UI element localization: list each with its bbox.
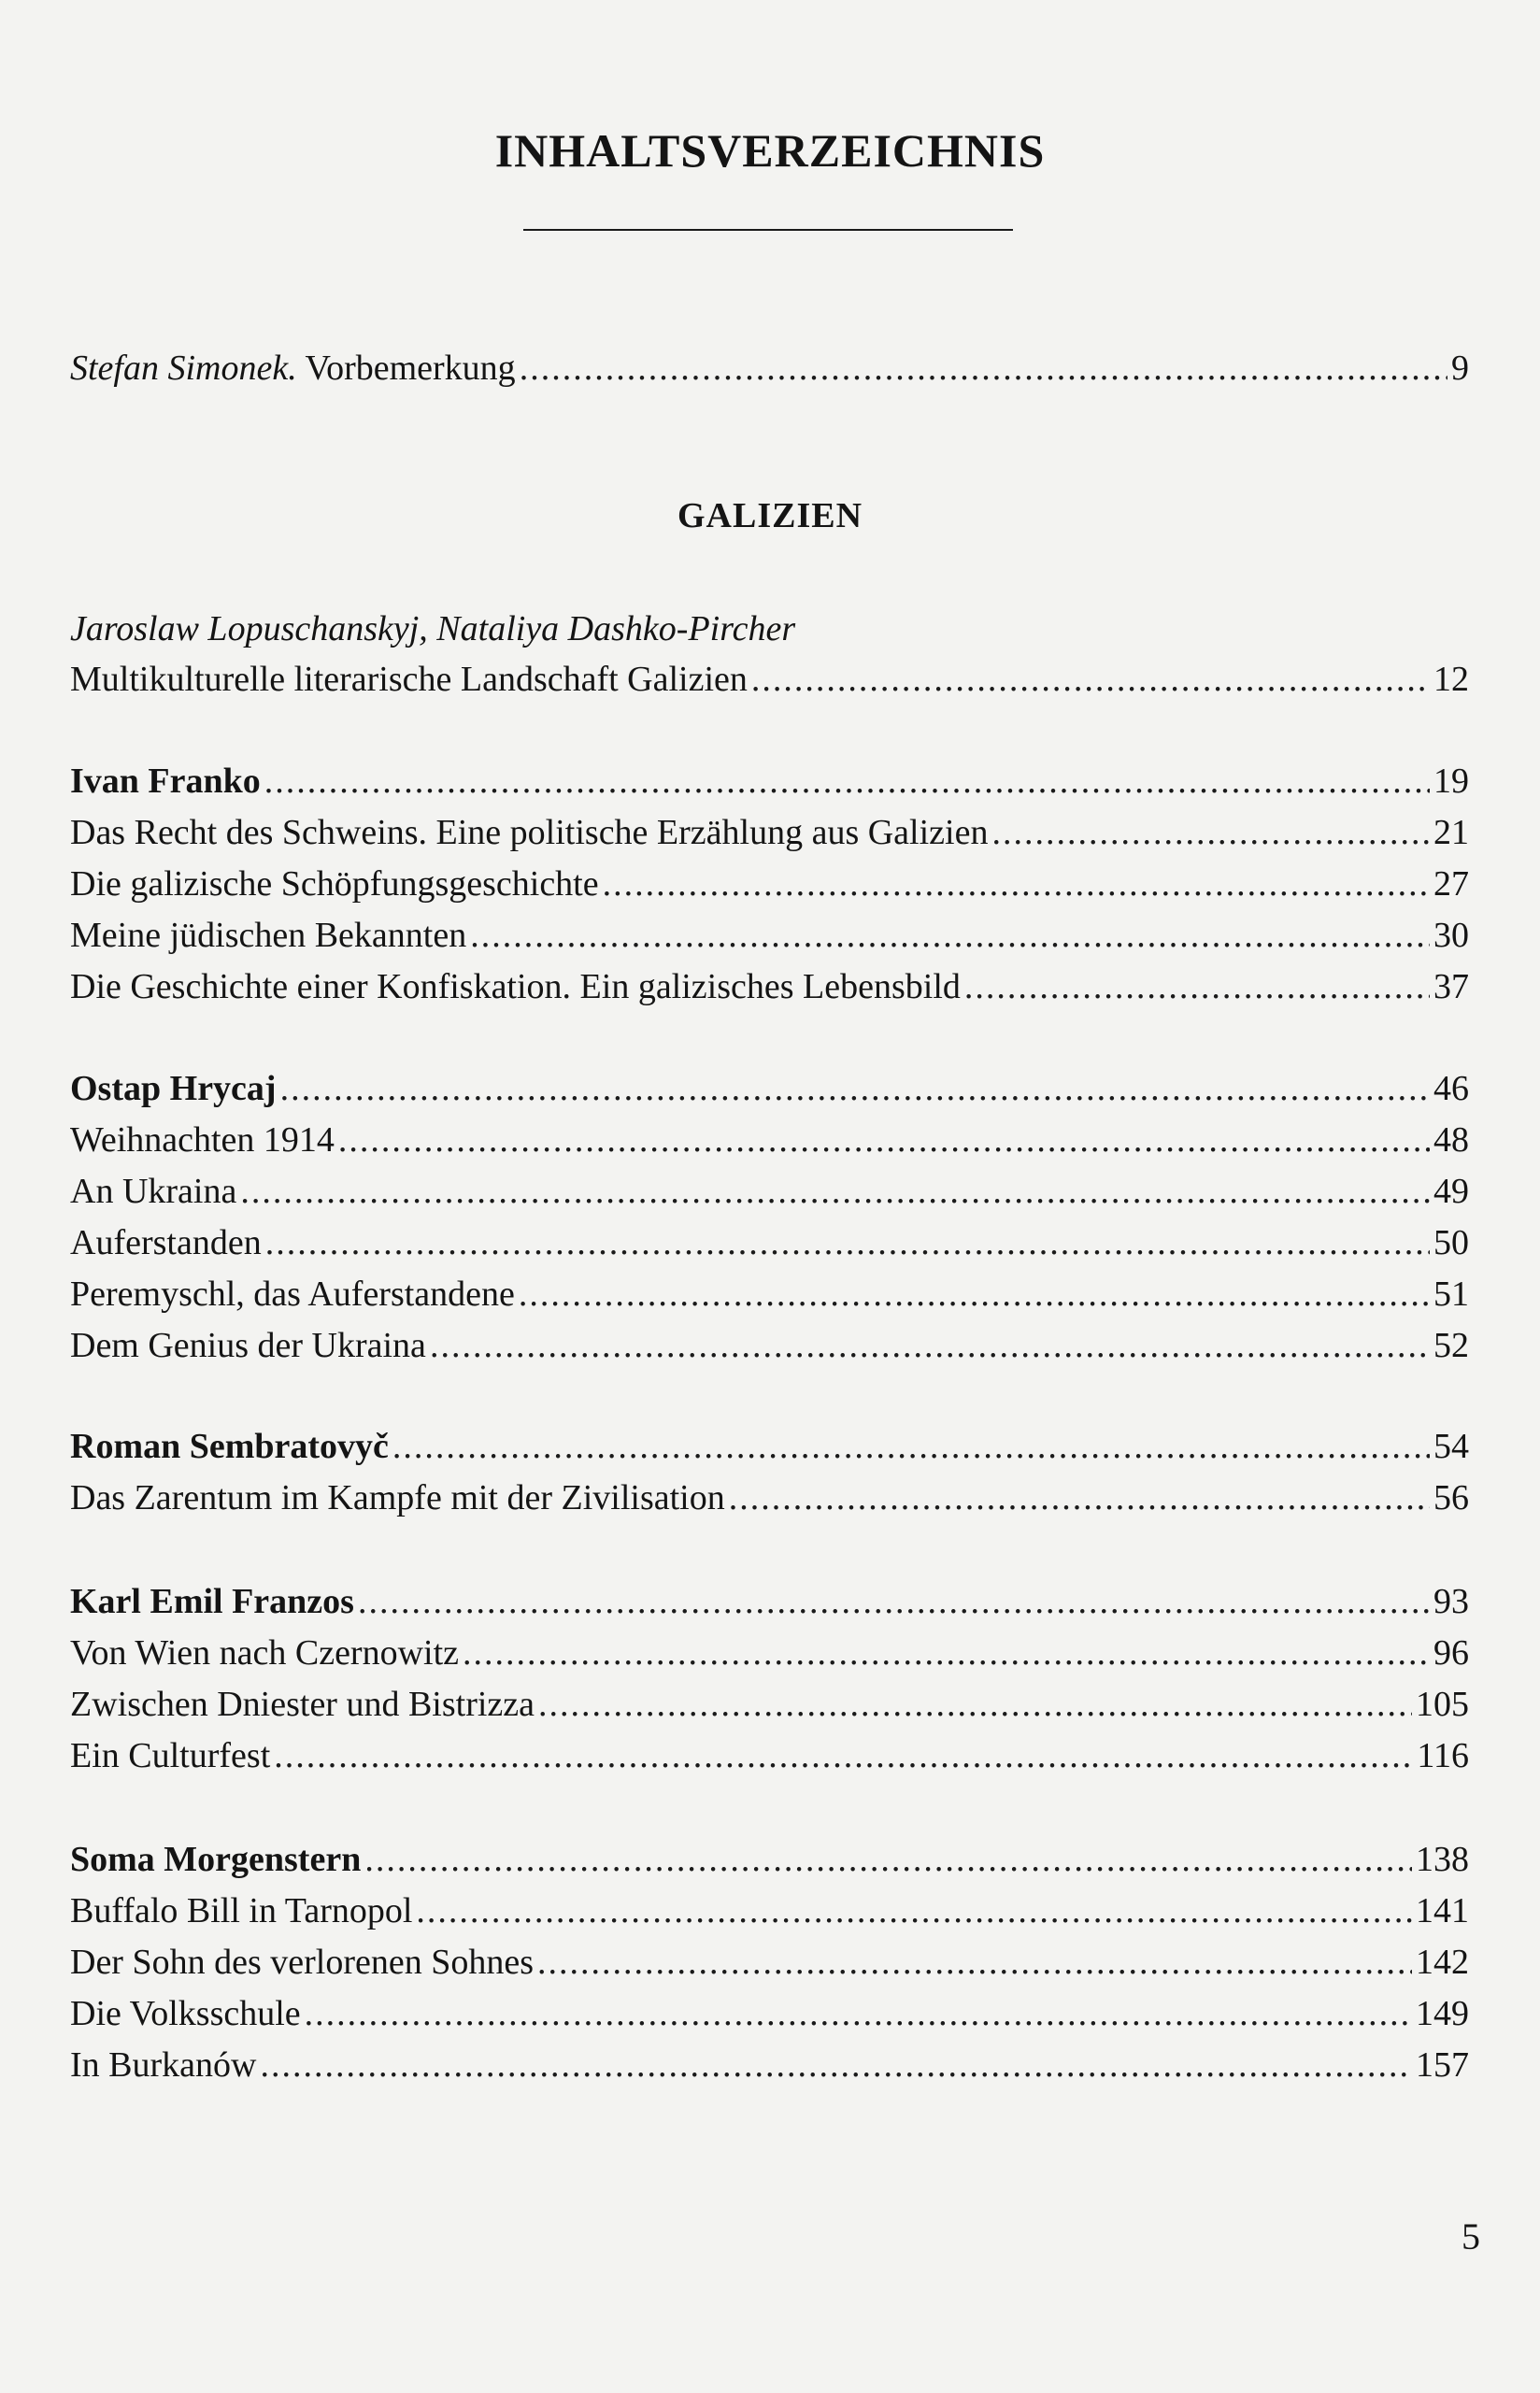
toc-entry-intro [70,654,1469,705]
page-number: 50 [1433,1223,1469,1262]
toc-entry-author [70,1834,1469,1885]
author-name: Soma Morgenstern [70,1840,362,1879]
dot-leader [520,343,1447,393]
entry-title: Multikulturelle literarische Landschaft Galizien [70,660,748,699]
dot-leader [280,1063,1430,1114]
toc-entry [70,859,1469,909]
entry-title: Peremyschl, das Auferstandene [70,1275,515,1314]
dot-leader [305,1988,1412,2039]
toc-entry [70,1269,1469,1319]
toc-entry [70,1679,1469,1730]
page-number: 49 [1433,1172,1469,1211]
page-number: 141 [1416,1891,1469,1930]
page-number: 93 [1433,1582,1469,1621]
author-name: Ivan Franko [70,762,261,801]
entry-title: In Burkanów [70,2045,257,2085]
toc-entry [70,910,1469,961]
page-number: 19 [1433,762,1469,801]
entry-title: Der Sohn des verlorenen Sohnes [70,1943,535,1982]
toc-entry [70,2040,1469,2090]
dot-leader [240,1166,1430,1217]
entry-title: Auferstanden [70,1223,262,1262]
toc-entry [70,1166,1469,1217]
dot-leader [537,1937,1412,1987]
foreword-title: Vorbemerkung [296,349,516,388]
dot-leader [519,1269,1430,1319]
page-number: 9 [1451,349,1469,388]
toc-entry [70,1886,1469,1936]
dot-leader [538,1679,1412,1730]
toc-entry [70,1988,1469,2039]
page-number: 48 [1433,1120,1469,1160]
entry-title: Weihnachten 1914 [70,1120,335,1160]
toc-entry [70,1937,1469,1987]
toc-entry [70,807,1469,858]
page-number: 46 [1433,1069,1469,1108]
page-number: 157 [1416,2045,1469,2085]
page-number: 96 [1433,1633,1469,1673]
toc-entry-author [70,1421,1469,1472]
dot-leader [603,859,1430,909]
page-number: 105 [1416,1685,1469,1724]
section-heading: GALIZIEN [677,496,863,535]
dot-leader [364,1834,1412,1885]
page-title: INHALTSVERZEICHNIS [494,124,1046,177]
page-number: 27 [1433,864,1469,904]
page-number: 52 [1433,1326,1469,1365]
toc-entry [70,1115,1469,1165]
page-number: 116 [1417,1736,1469,1775]
dot-leader [265,1218,1430,1268]
intro-authors: Jaroslaw Lopuschanskyj, Nataliya Dashko-Pircher [70,609,796,648]
entry-title: Die galizische Schöpfungsgeschichte [70,864,599,904]
toc-entry-author [70,756,1469,806]
page-number: 56 [1433,1478,1469,1517]
dot-leader [964,961,1430,1012]
folio-page-number: 5 [1462,2215,1480,2258]
toc-entry [70,1731,1469,1781]
author-name: Karl Emil Franzos [70,1582,354,1621]
entry-title: Ein Culturfest [70,1736,271,1775]
toc-entry-author [70,1576,1469,1627]
dot-leader [430,1320,1430,1371]
toc-entry [70,1218,1469,1268]
dot-leader [470,910,1430,961]
toc-entry [70,961,1469,1012]
dot-leader [264,756,1430,806]
toc-entry [70,1320,1469,1371]
dot-leader [392,1421,1430,1472]
dot-leader [751,654,1430,705]
entry-title: Zwischen Dniester und Bistrizza [70,1685,535,1724]
entry-title: Buffalo Bill in Tarnopol [70,1891,413,1930]
page-number: 37 [1433,967,1469,1006]
dot-leader [274,1731,1413,1781]
foreword-author: Stefan Simonek. [70,349,297,388]
entry-title: An Ukraina [70,1172,237,1211]
entry-title: Das Zarentum im Kampfe mit der Zivilisation [70,1478,725,1517]
entry-title: Die Geschichte einer Konfiskation. Ein galizisches Lebensbild [70,967,961,1006]
page-number: 12 [1433,660,1469,699]
entry-title: Dem Genius der Ukraina [70,1326,426,1365]
page-number: 51 [1433,1275,1469,1314]
entry-title: Von Wien nach Czernowitz [70,1633,460,1673]
entry-title: Das Recht des Schweins. Eine politische Erzählung aus Galizien [70,813,989,852]
author-name: Roman Sembratovyč [70,1427,389,1466]
page-number: 138 [1416,1840,1469,1879]
dot-leader [463,1628,1430,1678]
toc-entry-foreword [70,343,1469,393]
dot-leader [416,1886,1412,1936]
page-number: 54 [1433,1427,1469,1466]
page-number: 21 [1433,813,1469,852]
entry-title: Meine jüdischen Bekannten [70,916,467,955]
dot-leader [729,1473,1430,1523]
dot-leader [991,807,1430,858]
title-underline [523,229,1013,231]
page-number: 142 [1416,1943,1469,1982]
page-number: 149 [1416,1994,1469,2033]
entry-title: Die Volksschule [70,1994,301,2033]
dot-leader [358,1576,1430,1627]
toc-entry [70,1473,1469,1523]
entry-label [70,343,516,393]
dot-leader [260,2040,1412,2090]
page-number: 30 [1433,916,1469,955]
dot-leader [338,1115,1430,1165]
author-name: Ostap Hrycaj [70,1069,277,1108]
toc-entry-author [70,1063,1469,1114]
toc-entry [70,1628,1469,1678]
